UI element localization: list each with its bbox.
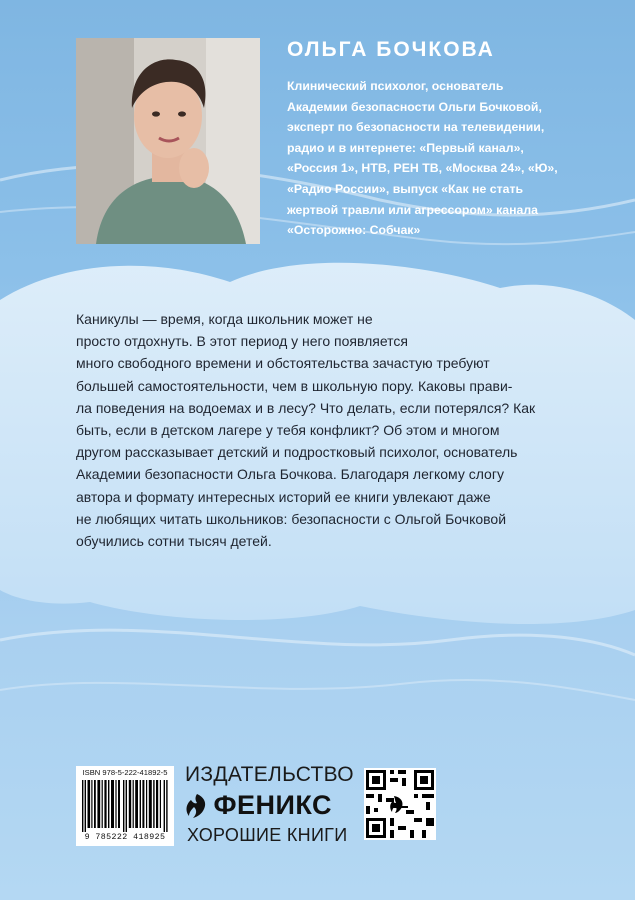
annotation-line: автора и формату интересных историй ее книги увлекают даже [76,488,491,505]
author-bio-line: эксперт по безопасности на телевидении, [287,120,545,135]
author-bio-line: Клинический психолог, основатель [287,79,504,93]
phoenix-logo-icon [185,793,209,819]
annotation-line: другом рассказывает детский и подростковый психолог, основатель [76,444,518,461]
author-bio [287,76,577,241]
author-bio-line: «Радио России», выпуск «Как не стать [287,181,524,196]
isbn-label: ISBN 978-5-222-41892-5 [82,768,168,777]
annotation-line: обучились сотни тысяч детей. [76,533,272,550]
author-bio-line: радио и в интернете: «Первый канал», [287,140,524,155]
author-bio-line: «Осторожно: Собчак» [287,223,421,238]
author-bio-line: жертвой травли или агрессором» канала [287,202,539,217]
annotation-line: Каникулы — время, когда школьник может не [76,311,373,327]
annotation-line: быть, если в детском лагере у тебя конфликт? Об этом и многом [76,422,500,439]
publisher-name: ФЕНИКС [213,790,333,820]
publisher-brand [185,790,332,820]
book-annotation [76,308,596,552]
author-photo [76,38,260,244]
author-bio-line: «Россия 1», НТВ, РЕН ТВ, «Москва 24», «Ю», [287,161,558,176]
annotation-line: много свободного времени и обстоятельства зачастую требуют [76,355,490,372]
barcode-bars-icon [82,780,168,832]
annotation-line: не любящих читать школьников: безопасности с Ольгой Бочковой [76,510,507,527]
annotation-line: ла поведения на водоемах и в лесу? Что делать, если потерялся? Как [76,399,536,416]
author-name: ОЛЬГА БОЧКОВА [287,38,495,61]
isbn-digits: 9 785222 418925 [84,833,166,842]
publisher-slogan: ХОРОШИЕ КНИГИ [187,825,348,845]
publisher-label: ИЗДАТЕЛЬСТВО [185,763,354,786]
isbn-barcode [76,766,174,846]
author-bio-line: Академии безопасности Ольги Бочковой, [287,99,542,114]
annotation-line: большей самостоятельности, чем в школьную пору. Каковы прави- [76,377,513,394]
qr-code-icon [364,768,436,840]
annotation-line: Академии безопасности Ольга Бочкова. Благодаря легкому слогу [76,466,504,483]
annotation-line: просто отдохнуть. В этот период у него появляется [76,333,408,350]
